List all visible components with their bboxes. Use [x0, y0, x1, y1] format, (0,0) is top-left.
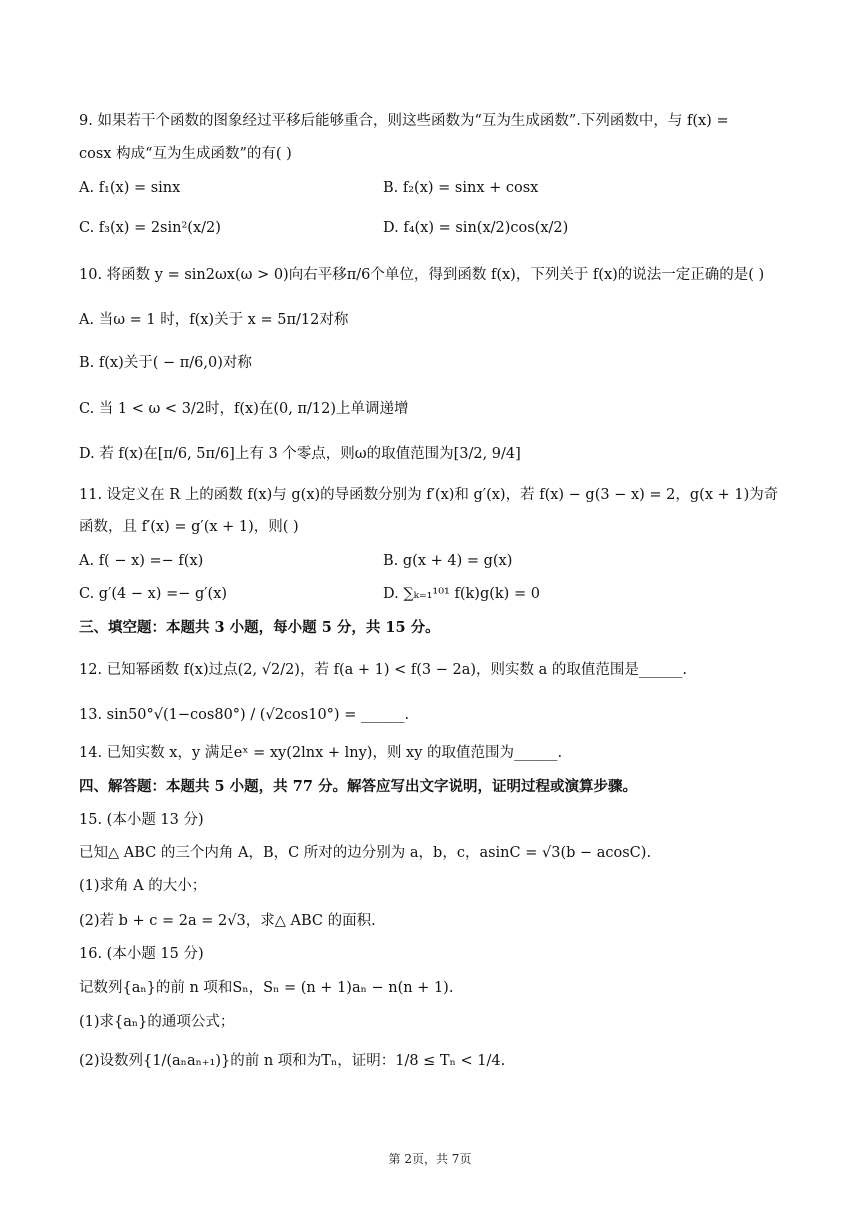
- q11-option-c: C. g′(4 − x) =− g′(x): [79, 586, 228, 602]
- q15-part-2: (2)若 b + c = 2a = 2√3，求△ ABC 的面积.: [79, 913, 376, 929]
- q10-option-a: A. 当ω = 1 时，f(x)关于 x = 5π/12对称: [79, 312, 349, 328]
- q9-line-2: cosx 构成“互为生成函数”的有( ): [79, 146, 292, 162]
- q15-stem: 已知△ ABC 的三个内角 A，B，C 所对的边分别为 a，b，c，asinC = √3(b − acosC).: [79, 845, 652, 861]
- q9-option-b: B. f₂(x) = sinx + cosx: [383, 180, 539, 196]
- q16-heading: 16. (本小题 15 分): [79, 946, 204, 962]
- q10-option-b: B. f(x)关于( − π/6,0)对称: [79, 355, 252, 371]
- q9-line-1: 9. 如果若干个函数的图象经过平移后能够重合，则这些函数为“互为生成函数”.下列函数中，与 f(x) =: [79, 113, 729, 129]
- q9-option-c: C. f₃(x) = 2sin²(x/2): [79, 220, 221, 236]
- q15-part-1: (1)求角 A 的大小；: [79, 878, 207, 894]
- q15-heading: 15. (本小题 13 分): [79, 812, 204, 828]
- q9-option-a: A. f₁(x) = sinx: [79, 180, 181, 196]
- q11-line-2: 函数，且 f′(x) = g′(x + 1)，则( ): [79, 519, 299, 535]
- q10-option-d: D. 若 f(x)在[π/6, 5π/6]上有 3 个零点，则ω的取值范围为[3/2, 9/4]: [79, 446, 521, 462]
- q12: 12. 已知幂函数 f(x)过点(2, √2/2)，若 f(a + 1) < f(3 − 2a)，则实数 a 的取值范围是______.: [79, 662, 687, 678]
- q13: 13. sin50°√(1−cos80°) / (√2cos10°) = ______.: [79, 707, 410, 723]
- q11-option-a: A. f( − x) =− f(x): [79, 553, 204, 569]
- q10-stem: 10. 将函数 y = sin2ωx(ω > 0)向右平移π/6个单位，得到函数 f(x)，下列关于 f(x)的说法一定正确的是( ): [79, 267, 765, 283]
- q11-option-b: B. g(x + 4) = g(x): [383, 553, 513, 569]
- q9-option-d: D. f₄(x) = sin(x/2)cos(x/2): [383, 220, 569, 236]
- q10-option-c: C. 当 1 < ω < 3/2时，f(x)在(0, π/12)上单调递增: [79, 401, 409, 417]
- page-footer: 第 2页，共 7页: [388, 1152, 472, 1166]
- q11-option-d: D. ∑ₖ₌₁¹⁰¹ f(k)g(k) = 0: [383, 586, 540, 602]
- q16-part-2: (2)设数列{1/(aₙaₙ₊₁)}的前 n 项和为Tₙ，证明：1/8 ≤ Tₙ < 1/4.: [79, 1053, 506, 1069]
- q16-stem: 记数列{aₙ}的前 n 项和Sₙ，Sₙ = (n + 1)aₙ − n(n + 1).: [79, 980, 454, 996]
- section-3-heading: 三、填空题：本题共 3 小题，每小题 5 分，共 15 分。: [79, 619, 440, 636]
- section-4-heading: 四、解答题：本题共 5 小题，共 77 分。解答应写出文字说明，证明过程或演算步骤。: [79, 778, 637, 795]
- q11-line-1: 11. 设定义在 R 上的函数 f(x)与 g(x)的导函数分别为 f′(x)和 g′(x)，若 f(x) − g(3 − x) = 2，g(x + 1)为奇: [79, 487, 779, 503]
- q16-part-1: (1)求{aₙ}的通项公式；: [79, 1014, 235, 1030]
- q14: 14. 已知实数 x，y 满足eˣ = xy(2lnx + lny)，则 xy 的取值范围为______.: [79, 745, 563, 761]
